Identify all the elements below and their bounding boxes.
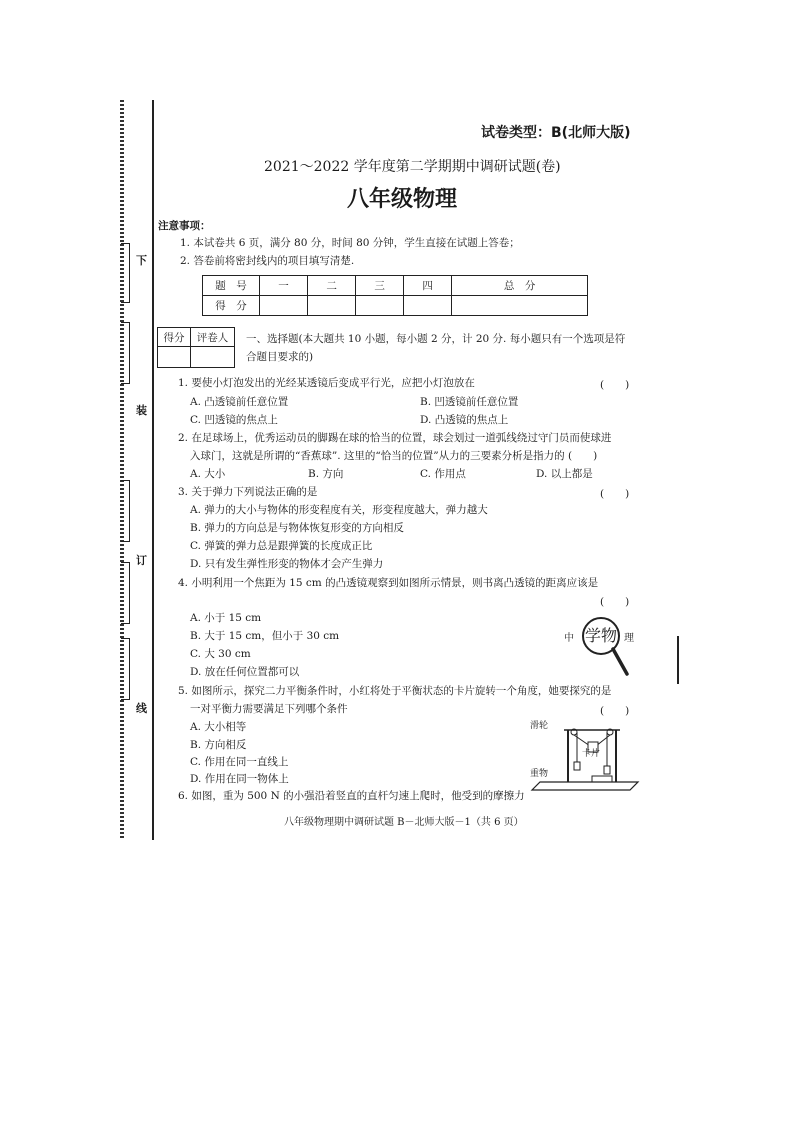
score-header-cell: 题 号 <box>203 276 260 296</box>
binding-bracket <box>121 480 130 542</box>
question-stem: 1. 要使小灯泡发出的光经某透镜后变成平行光，应把小灯泡放在 <box>178 377 475 389</box>
label-pulley: 滑轮 <box>530 721 549 731</box>
option-a: A. 小于 15 cm <box>190 612 262 624</box>
option-d: D. 以上都是 <box>536 468 593 480</box>
score-header-cell: 三 <box>356 276 404 296</box>
page-edge-mark <box>677 636 679 684</box>
label-weight: 重物 <box>530 769 549 779</box>
option-d: D. 作用在同一物体上 <box>190 773 289 785</box>
grader-score-label: 得分 <box>158 328 191 347</box>
pulley-apparatus-figure <box>530 716 640 794</box>
option-a: A. 凸透镜前任意位置 <box>190 396 289 408</box>
magnifier-figure <box>560 614 640 678</box>
binding-bracket <box>121 638 130 700</box>
score-entry-cell[interactable] <box>452 296 588 316</box>
question-stem: 6. 如图，重为 500 N 的小强沿着竖直的直杆匀速上爬时，他受到的摩擦力 <box>178 790 525 802</box>
question-stem: 一对平衡力需要满足下列哪个条件 <box>190 703 348 715</box>
binding-bracket <box>121 322 130 384</box>
figure-char-left: 中 <box>564 633 574 644</box>
score-header-cell: 总 分 <box>452 276 588 296</box>
question-stem: 3. 关于弹力下列说法正确的是 <box>178 486 318 498</box>
score-entry-cell[interactable] <box>356 296 404 316</box>
grader-box <box>157 327 235 368</box>
question-stem: 2. 在足球场上，优秀运动员的脚踢在球的恰当的位置，球会划过一道弧线绕过守门员而使球进 <box>178 432 612 444</box>
notes-heading: 注意事项： <box>158 220 211 232</box>
answer-blank[interactable]: ( ) <box>600 705 630 717</box>
option-b: B. 大于 15 cm，但小于 30 cm <box>190 630 340 642</box>
score-row-label: 得 分 <box>203 296 260 316</box>
binding-margin-rule <box>152 100 154 840</box>
option-c: C. 作用在同一直线上 <box>190 756 289 768</box>
option-c: C. 大 30 cm <box>190 648 251 660</box>
option-d: D. 凸透镜的焦点上 <box>420 414 509 426</box>
figure-char-right: 理 <box>624 633 634 644</box>
score-table <box>202 275 588 316</box>
binding-char: 线 <box>136 702 147 715</box>
binding-dotted-line <box>120 100 124 840</box>
option-a: A. 大小 <box>190 468 226 480</box>
section-heading: 一、选择题(本大题共 10 小题，每小题 2 分，计 20 分. 每小题只有一个选项是符 <box>246 333 626 345</box>
score-header-cell: 二 <box>308 276 356 296</box>
binding-char: 订 <box>136 554 147 567</box>
question-stem: 5. 如图所示，探究二力平衡条件时，小红将处于平衡状态的卡片旋转一个角度，她要探究的是 <box>178 685 612 697</box>
option-a: A. 大小相等 <box>190 721 247 733</box>
option-b: B. 方向相反 <box>190 739 247 751</box>
option-c: C. 弹簧的弹力总是跟弹簧的长度成正比 <box>190 540 373 552</box>
subject-title: 八年级物理 <box>347 187 458 212</box>
grader-name-cell[interactable] <box>191 347 235 368</box>
score-header-cell: 四 <box>404 276 452 296</box>
score-entry-cell[interactable] <box>260 296 308 316</box>
option-b: B. 弹力的方向总是与物体恢复形变的方向相反 <box>190 522 404 534</box>
score-entry-cell[interactable] <box>308 296 356 316</box>
paper-type: 试卷类型：B(北师大版) <box>481 125 631 141</box>
answer-blank[interactable]: ( ) <box>600 596 630 608</box>
question-stem: 入球门，这就是所谓的“香蕉球”. 这里的“恰当的位置”从力的三要素分析是指力的 ( ) <box>190 450 598 462</box>
figure-char-magnified: 学物 <box>585 626 618 645</box>
option-b: B. 方向 <box>308 468 344 480</box>
option-c: C. 作用点 <box>420 468 466 480</box>
answer-blank[interactable]: ( ) <box>600 488 630 500</box>
option-c: C. 凹透镜的焦点上 <box>190 414 278 426</box>
question-stem: 4. 小明利用一个焦距为 15 cm 的凸透镜观察到如图所示情景，则书离凸透镜的距离应该是 <box>178 577 599 589</box>
grader-name-label: 评卷人 <box>191 328 235 347</box>
label-card: 卡片 <box>582 749 601 759</box>
binding-bracket <box>121 562 130 624</box>
binding-char: 下 <box>136 254 147 267</box>
section-heading: 合题目要求的) <box>246 351 314 363</box>
note-item: 1. 本试卷共 6 页，满分 80 分，时间 80 分钟，学生直接在试题上答卷； <box>180 237 520 249</box>
grader-score-cell[interactable] <box>158 347 191 368</box>
page-footer: 八年级物理期中调研试题 B－北师大版－1（共 6 页） <box>284 817 524 828</box>
note-item: 2. 答卷前将密封线内的项目填写清楚. <box>180 255 355 267</box>
binding-bracket <box>121 243 130 303</box>
option-b: B. 凹透镜前任意位置 <box>420 396 519 408</box>
binding-char: 装 <box>136 404 147 417</box>
option-a: A. 弹力的大小与物体的形变程度有关，形变程度越大，弹力越大 <box>190 504 488 516</box>
exam-title: 2021～2022 学年度第二学期期中调研试题(卷) <box>264 159 561 175</box>
score-entry-cell[interactable] <box>404 296 452 316</box>
option-d: D. 只有发生弹性形变的物体才会产生弹力 <box>190 558 384 570</box>
answer-blank[interactable]: ( ) <box>600 379 630 391</box>
option-d: D. 放在任何位置都可以 <box>190 666 300 678</box>
score-header-cell: 一 <box>260 276 308 296</box>
